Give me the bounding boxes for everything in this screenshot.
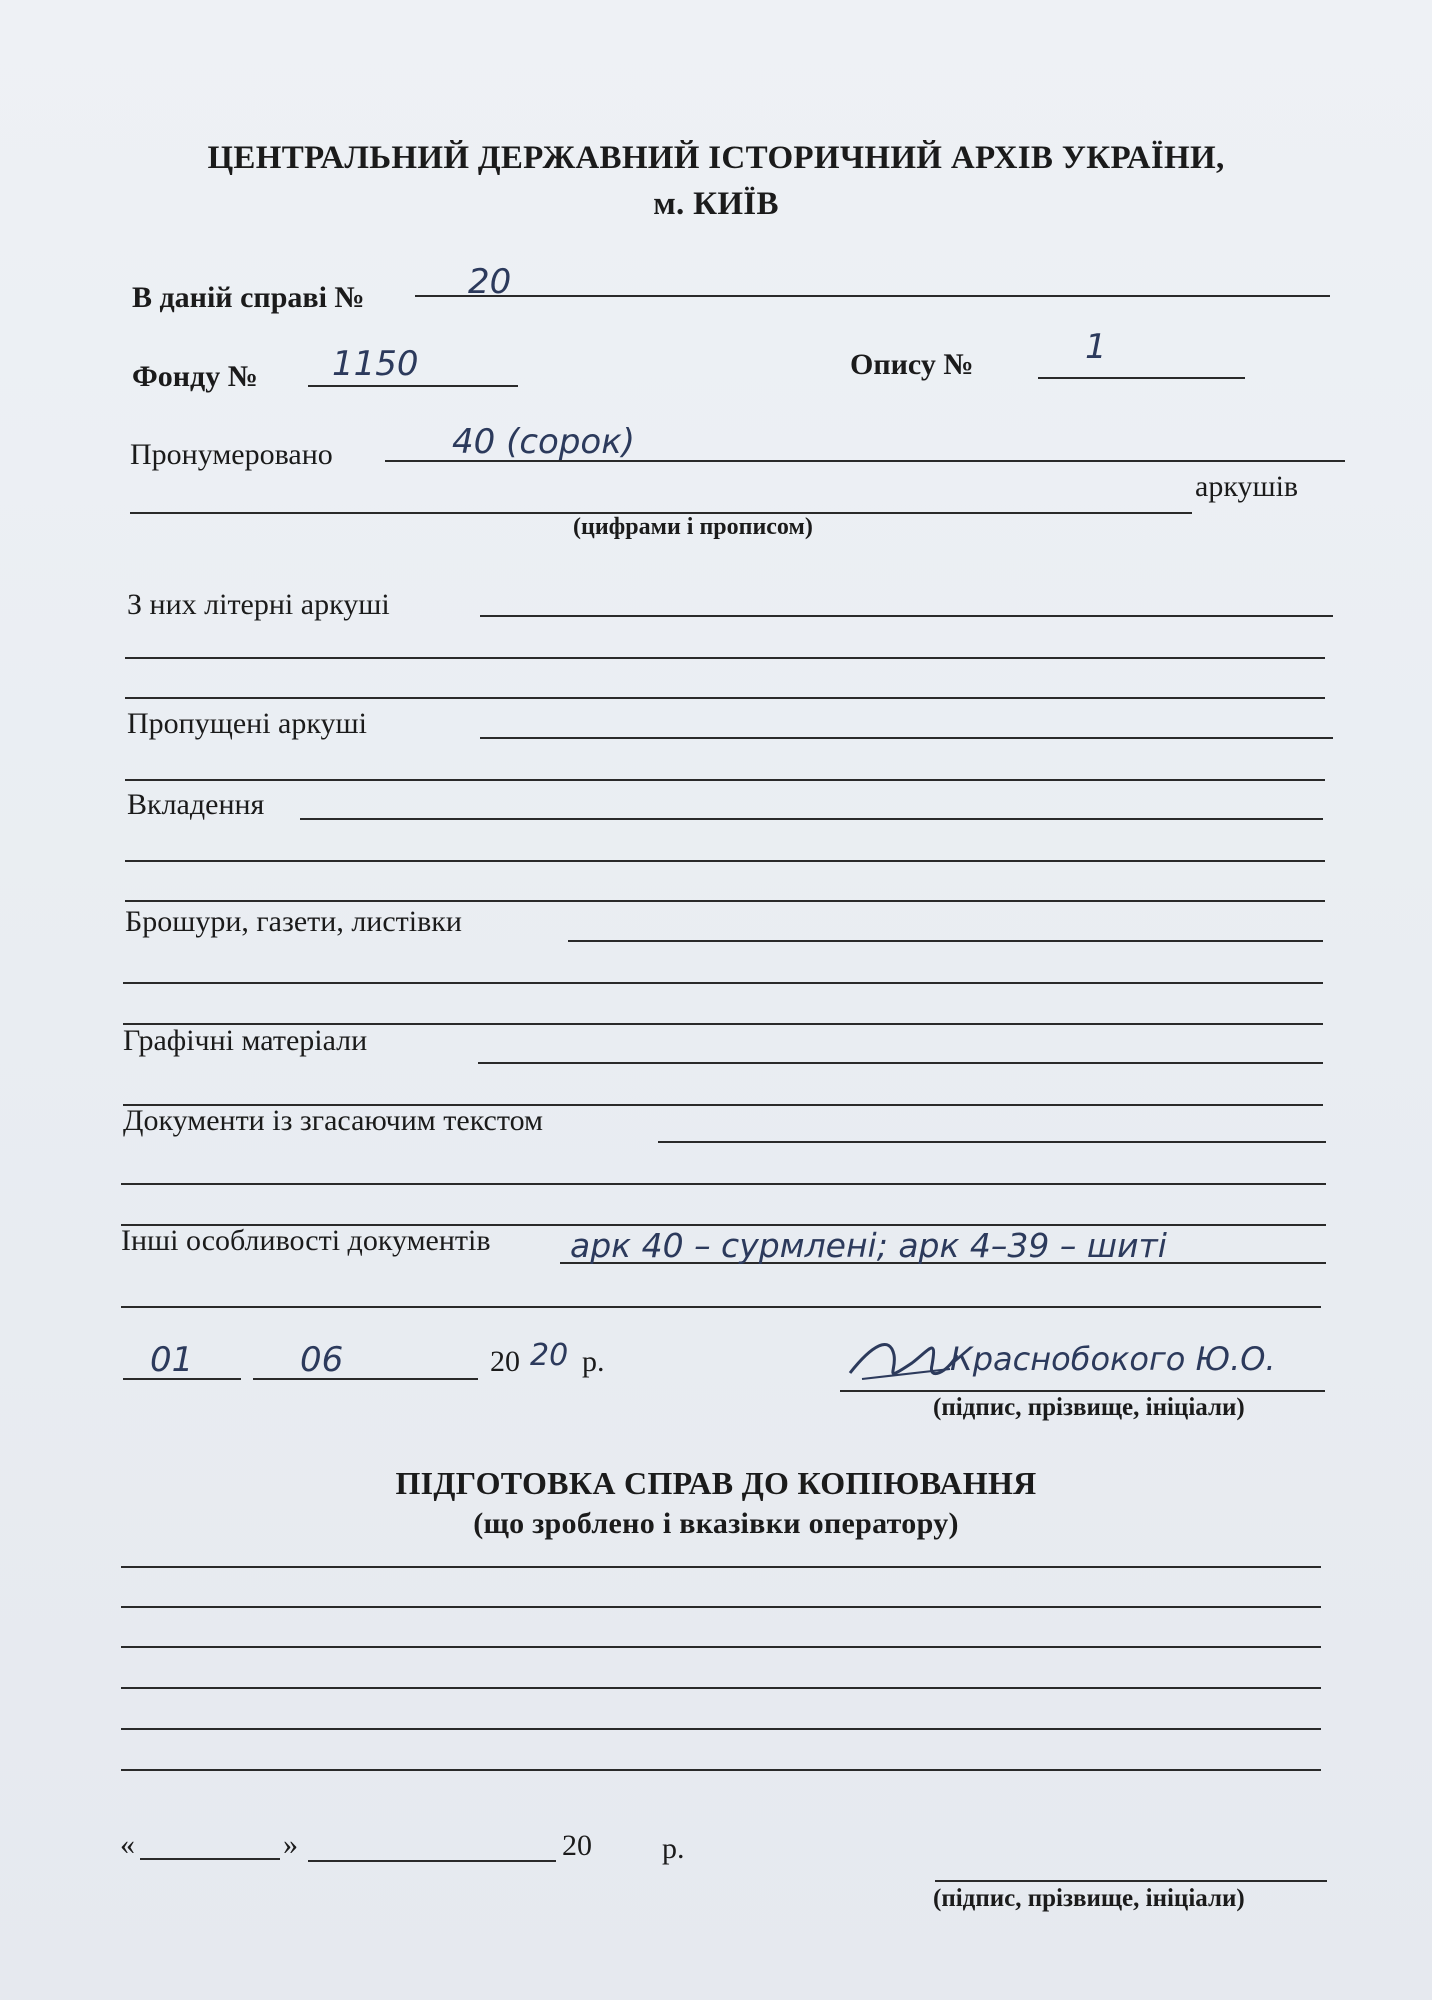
brochures-label: Брошури, газети, листівки — [125, 905, 462, 938]
letter-sheets-line — [480, 615, 1333, 617]
prep-line-1 — [121, 1566, 1321, 1568]
prep-line-3 — [121, 1646, 1321, 1648]
signature1-name: Краснобокого Ю.О. — [950, 1340, 1276, 1378]
missing-sheets-line — [480, 737, 1333, 739]
date1-year-suffix: 20 — [530, 1338, 569, 1373]
date2-open-quote: « — [120, 1828, 135, 1861]
letter-sheets-line-2 — [125, 657, 1325, 659]
signature2-line — [935, 1880, 1327, 1882]
letter-sheets-label: З них літерні аркуші — [127, 588, 390, 621]
prep-line-6 — [121, 1769, 1321, 1771]
date2-month-line — [308, 1860, 556, 1862]
fond-line — [308, 385, 518, 387]
attachments-line-3 — [125, 900, 1325, 902]
date2-year-prefix: 20 — [562, 1829, 592, 1862]
other-features-label: Інші особливості документів — [121, 1224, 491, 1257]
prep-line-4 — [121, 1687, 1321, 1689]
prep-line-2 — [121, 1606, 1321, 1608]
opys-line — [1038, 377, 1245, 379]
opys-value: 1 — [1085, 327, 1107, 367]
fading-text-line — [658, 1141, 1326, 1143]
attachments-label: Вкладення — [127, 788, 265, 821]
signature1-line — [840, 1390, 1325, 1392]
numbered-value: 40 (сорок) — [452, 422, 636, 462]
fading-text-label: Документи із згасаючим текстом — [123, 1104, 543, 1137]
date2-r: р. — [662, 1832, 685, 1865]
date1-year-prefix: 20 — [490, 1345, 520, 1378]
date1-day: 01 — [150, 1340, 194, 1380]
letter-sheets-line-3 — [125, 697, 1325, 699]
prep-title: ПІДГОТОВКА СПРАВ ДО КОПІЮВАННЯ — [395, 1465, 1037, 1501]
header-title: ЦЕНТРАЛЬНИЙ ДЕРЖАВНИЙ ІСТОРИЧНИЙ АРХІВ УКРАЇНИ, — [207, 140, 1225, 176]
numbered-hint: (цифрами і прописом) — [573, 514, 813, 540]
prep-line-5 — [121, 1728, 1321, 1730]
signature2-caption: (підпис, прізвище, ініціали) — [933, 1885, 1245, 1912]
date1-r: р. — [582, 1345, 605, 1378]
case-line — [415, 295, 1330, 297]
fading-text-line-2 — [121, 1183, 1326, 1185]
date2-close-quote: » — [283, 1828, 298, 1861]
date1-month: 06 — [300, 1340, 344, 1380]
date1-month-line — [253, 1378, 478, 1380]
other-features-value: арк 40 – сурмлені; арк 4–39 – шитi — [570, 1226, 1167, 1265]
signature1-caption: (підпис, прізвище, ініціали) — [933, 1394, 1245, 1421]
graphics-label: Графічні матеріали — [123, 1024, 368, 1057]
case-value: 20 — [468, 262, 512, 302]
numbered-suffix: аркушів — [1195, 470, 1299, 503]
date2-day-line — [140, 1858, 280, 1860]
signature-mark — [842, 1325, 962, 1390]
brochures-line-2 — [123, 982, 1323, 984]
missing-sheets-label: Пропущені аркуші — [127, 707, 367, 740]
other-features-line-2 — [121, 1306, 1321, 1308]
graphics-line — [478, 1062, 1323, 1064]
missing-sheets-line-2 — [125, 779, 1325, 781]
attachments-line-2 — [125, 860, 1325, 862]
fond-label: Фонду № — [132, 360, 258, 393]
brochures-line — [568, 940, 1323, 942]
numbered-label: Пронумеровано — [130, 438, 333, 471]
opys-label: Опису № — [850, 348, 974, 381]
attachments-line — [300, 818, 1323, 820]
case-label: В даній справі № — [132, 281, 365, 314]
prep-subtitle: (що зроблено і вказівки оператору) — [473, 1507, 959, 1540]
header-city: м. КИЇВ — [653, 186, 779, 222]
fond-value: 1150 — [332, 344, 419, 384]
